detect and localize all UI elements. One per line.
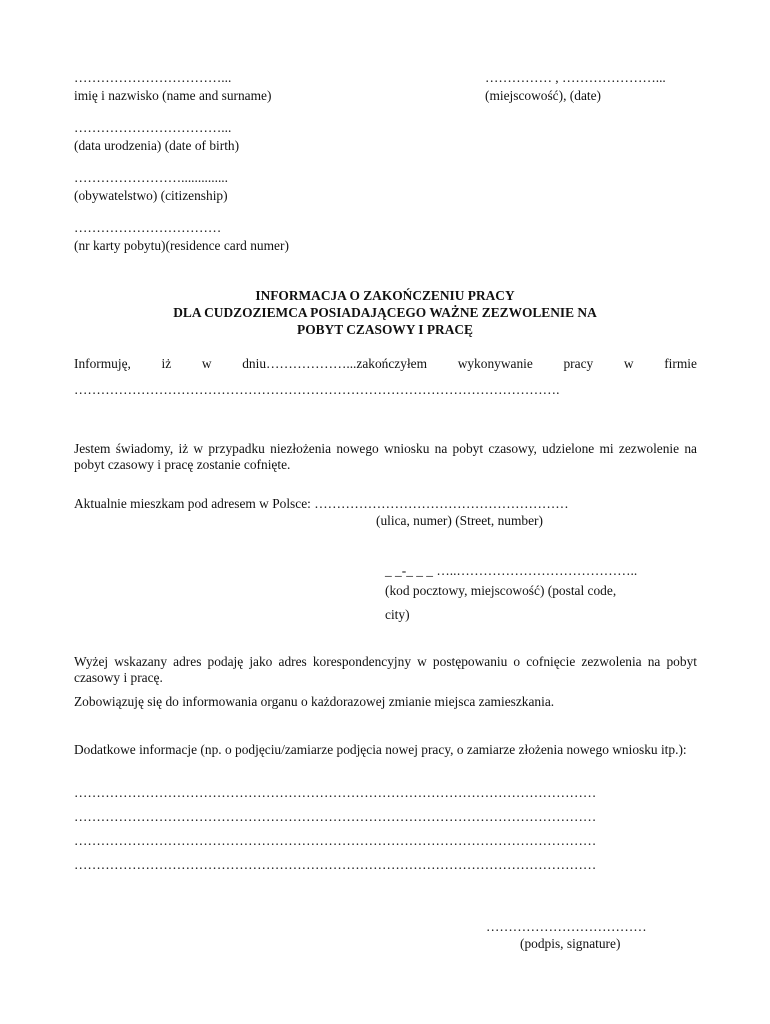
inform-word: pracy [563,356,594,371]
name-label: imię i nazwisko (name and surname) [74,88,272,103]
additional-info-line: ……………………………………………………………………………………………………… [74,785,597,800]
correspondence-paragraph: Wyżej wskazany adres podaję jako adres korespondencyjny w postępowaniu o cofnięcie zezwolenia na pobyt czasowy i pracę. [74,654,697,685]
dob-label: (data urodzenia) (date of birth) [74,138,240,153]
obligation-paragraph: Zobowiązuję się do informowania organu o każdorazowej zmianie miejsca zamieszkania. [74,694,555,709]
additional-info-line: ……………………………………………………………………………………………………… [74,809,597,824]
additional-info-paragraph: Dodatkowe informacje (np. o podjęciu/zamiarze podjęcia nowej pracy, o zamiarze złożenia nowego wniosku itp.): [74,742,687,757]
postal-label-line-2: city) [385,607,410,622]
inform-line [74,356,697,372]
inform-word: w [623,356,634,371]
inform-word: wykonywanie [457,356,533,371]
citizenship-label: (obywatelstwo) (citizenship) [74,188,228,203]
citizenship-dots: …………………….............. [74,170,228,185]
additional-info-line: ……………………………………………………………………………………………………… [74,833,597,848]
inform-word: iż [161,356,172,371]
inform-word: w [201,356,212,371]
inform-word: Informuję, [74,356,131,371]
residence-card-dots: …………………………… [74,220,222,235]
dob-dots: ……………………………... [74,120,232,135]
awareness-paragraph: Jestem świadomy, iż w przypadku niezłożenia nowego wniosku na pobyt czasowy, udzielone mi zezwolenie na pobyt czasowy i pracę zostanie cofnięte. [74,441,697,472]
document-title-line-2: DLA CUDZOZIEMCA POSIADAJĄCEGO WAŻNE ZEZWOLENIE NA [173,305,597,320]
residence-card-label: (nr karty pobytu)(residence card numer) [74,238,289,253]
company-dots: ………………………………………………………………………………………………. [74,382,560,397]
postal-dots: _ _-_ _ _ …..………………………………….. [385,563,638,578]
additional-info-line: ……………………………………………………………………………………………………… [74,857,597,872]
signature-label: (podpis, signature) [520,936,621,951]
address-label: (ulica, numer) (Street, number) [376,513,543,528]
inform-word: firmie [664,356,697,371]
document-title-line-3: POBYT CZASOWY I PRACĘ [297,322,473,337]
document-title-line-1: INFORMACJA O ZAKOŃCZENIU PRACY [255,288,515,303]
place-date-dots: …………… , …………………... [485,70,666,85]
inform-word: dniu………………...zakończyłem [242,356,428,371]
place-date-label: (miejscowość), (date) [485,88,602,103]
postal-label-line-1: (kod pocztowy, miejscowość) (postal code, [385,583,617,598]
address-line: Aktualnie mieszkam pod adresem w Polsce: ………………………………………………… [74,496,569,511]
name-dots: ……………………………... [74,70,232,85]
signature-dots: ……………………………… [486,919,647,934]
